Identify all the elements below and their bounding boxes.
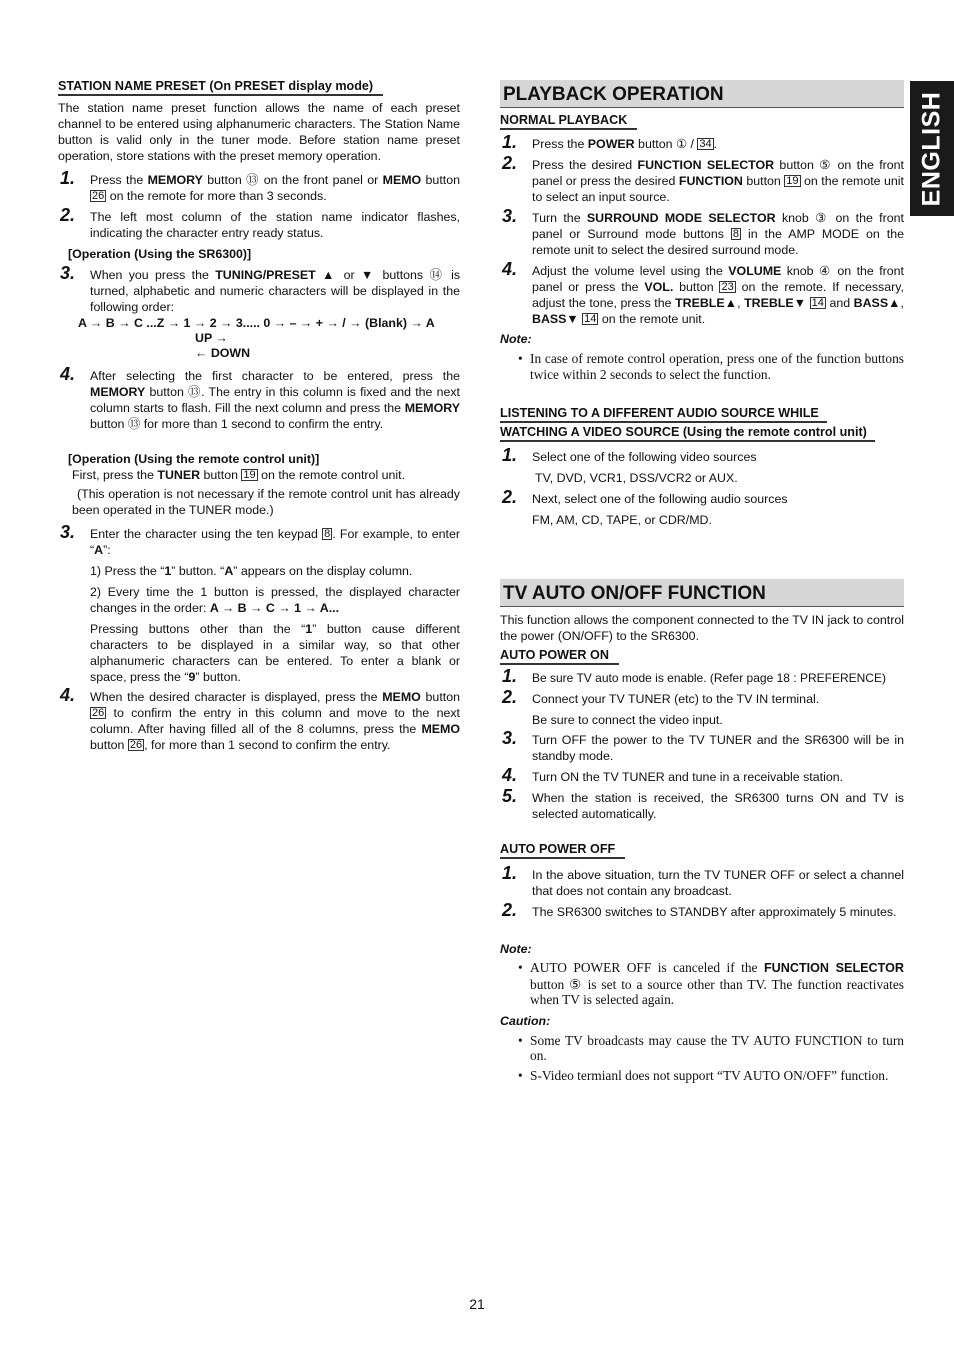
operation-remote-text: First, press the TUNER button 19 on the remote control unit. — [72, 468, 406, 482]
playback-step-4: 4. Adjust the volume level using the VOLUME knob ④ on the front panel or press the VOL. button 23 on the remote. If necessary, adjust the tone, press the TREBLE▲, TREBLE▼ 14 and BASS▲, BASS▼ 14 on the remote unit. — [502, 259, 904, 326]
step-number: 4. — [60, 685, 76, 705]
station-name-heading: STATION NAME PRESET (On PRESET display mode) — [58, 78, 460, 96]
sequence-down: ← DOWN — [195, 346, 251, 360]
step-number: 1. — [502, 863, 518, 883]
remote-button-ref: 23 — [721, 281, 734, 293]
tv-auto-title: TV AUTO ON/OFF FUNCTION — [500, 579, 904, 607]
auto-on-step-4: 4. Turn ON the TV TUNER and tune in a receivable station. — [502, 765, 844, 785]
step-number: 4. — [502, 765, 518, 785]
remote-button-ref: 26 — [92, 190, 105, 202]
remote-button-ref: 14 — [811, 297, 824, 309]
auto-off-step-1: 1. In the above situation, turn the TV TUNER OFF or select a channel that does not contain any broadcast. — [502, 863, 904, 898]
step-4-remote: 4. When the desired character is displayed, press the MEMO button 26 to confirm the entry in this column and move to the next column. After having filled all of the 8 columns, press the MEMO button 26 , for more than 1 second to confirm the entry. — [60, 685, 460, 752]
remote-button-ref: 8 — [732, 228, 740, 240]
normal-playback-heading: NORMAL PLAYBACK — [500, 112, 904, 130]
operation-remote-heading: [Operation (Using the remote control unit)] — [68, 452, 320, 466]
remote-button-ref: 26 — [92, 707, 105, 719]
listening-heading: LISTENING TO A DIFFERENT AUDIO SOURCE WHILE WATCHING A VIDEO SOURCE (Using the remote control unit) — [500, 405, 904, 442]
auto-power-on-heading: AUTO POWER ON — [500, 647, 904, 665]
substep-1: 1) Press the “1” button. “A” appears on the display column. — [90, 564, 413, 578]
caution-label: Caution: — [500, 1013, 551, 1028]
operation-remote-note: (This operation is not necessary if the remote control unit has already been operated in the TUNER mode.) — [72, 487, 460, 517]
substep-2: 2) Every time the 1 button is pressed, the displayed character changes in the order: A → B → C → 1 → A... — [90, 585, 460, 615]
auto-on-step-3: 3. Turn OFF the power to the TV TUNER and the SR6300 will be in standby mode. — [502, 728, 904, 763]
note-item: • In case of remote control operation, press one of the function buttons twice within 2 seconds to select the function. — [518, 351, 904, 382]
step-number: 4. — [502, 259, 518, 279]
playback-step-3: 3. Turn the SURROUND MODE SELECTOR knob ③ on the front panel or Surround mode buttons 8 in the AMP MODE on the remote unit to select the desired surround mode. — [502, 206, 904, 257]
remote-button-ref: 14 — [584, 313, 597, 325]
auto-on-step-2: 2. Connect your TV TUNER (etc) to the TV IN terminal. Be sure to connect the video input. — [500, 691, 904, 728]
step-number: 1. — [502, 132, 518, 152]
caution-item-1: • Some TV broadcasts may cause the TV AUTO FUNCTION to turn on. — [518, 1032, 904, 1063]
language-tab-label: ENGLISH — [917, 91, 946, 206]
listen-step-2: 2. Next, select one of the following audio sources FM, AM, CD, TAPE, or CDR/MD. — [500, 491, 904, 528]
tv-auto-intro: This function allows the component connected to the TV IN jack to control the power (ON/OFF) to the SR6300. — [500, 613, 904, 643]
step-number: 2. — [60, 205, 76, 225]
step-4: 4. After selecting the first character to be entered, press the MEMORY button ⑬. The entry in this column is fixed and the next column starts to flash. Fill the next column and press the MEMORY button ⑬ for more than 1 second to confirm the entry. — [60, 364, 460, 431]
auto-on-step-5: 5. When the station is received, the SR6300 turns ON and TV is selected automatically. — [502, 786, 904, 821]
auto-on-step-2-sub: Be sure to connect the video input. — [532, 713, 723, 727]
right-column — [500, 80, 904, 1083]
step-number: 1. — [502, 445, 518, 465]
step-number: 2. — [502, 487, 518, 507]
step-number: 2. — [502, 900, 518, 920]
substep-3: Pressing buttons other than the “1” button cause different characters to be displayed in a similar way, so that other alphanumeric characters can be entered. To enter a blank or space, press the “9” button. — [90, 622, 461, 684]
step-number: 1. — [502, 666, 518, 686]
character-sequence — [58, 316, 460, 361]
caution-item-2: • S-Video termianl does not support “TV AUTO ON/OFF” function. — [518, 1067, 889, 1083]
operation-sr6300-heading: [Operation (Using the SR6300)] — [68, 247, 252, 261]
listen-step-1: 1. Select one of the following video sources TV, DVD, VCR1, DSS/VCR2 or AUX. — [500, 449, 904, 486]
remote-button-ref: 34 — [699, 138, 712, 150]
remote-button-ref: 26 — [129, 739, 143, 751]
step-number: 3. — [502, 206, 518, 226]
language-tab — [910, 81, 954, 216]
step-3-remote: 3. Enter the character using the ten keypad 8 . For example, to enter “A”: — [60, 522, 460, 557]
playback-step-1: 1. Press the POWER button ① / 34 . — [502, 132, 718, 152]
step-number: 4. — [60, 364, 76, 384]
remote-button-ref: 19 — [786, 175, 799, 187]
step-number: 3. — [60, 522, 76, 542]
remote-button-ref: 19 — [243, 469, 256, 481]
playback-step-2: 2. Press the desired FUNCTION SELECTOR button ⑤ on the front panel or press the desired FUNCTION button 19 on the remote unit to select an input source. — [502, 153, 904, 204]
sequence-up: UP → — [195, 331, 228, 345]
auto-on-step-1: 1. Be sure TV auto mode is enable. (Refer page 18 : PREFERENCE) — [502, 666, 886, 686]
step-number: 5. — [502, 786, 518, 806]
playback-operation-title: PLAYBACK OPERATION — [500, 80, 904, 108]
station-name-intro: The station name preset function allows the name of each preset channel to be entered using alphanumeric characters. The Station Name button is valid only in the tuner mode. Before station name preset operation, store stations with the preset memory operation. — [58, 101, 460, 163]
step-number: 3. — [60, 263, 76, 283]
step-2: 2. The left most column of the station name indicator flashes, indicating the character entry ready status. — [60, 205, 460, 240]
note2-item: • AUTO POWER OFF is canceled if the FUNCTION SELECTOR button ⑤ is set to a source other than TV. The function reactivates when TV is selected again. — [518, 960, 904, 1007]
note-label: Note: — [500, 332, 532, 346]
audio-sources: FM, AM, CD, TAPE, or CDR/MD. — [532, 513, 712, 527]
left-column — [58, 78, 460, 753]
auto-power-off-heading: AUTO POWER OFF — [500, 841, 904, 859]
step-number: 2. — [502, 153, 518, 173]
page-number: 21 — [469, 1296, 485, 1312]
step-1: 1. Press the MEMORY button ⑬ on the front panel or MEMO button 26 on the remote for more than 3 seconds. — [60, 168, 460, 203]
sequence-line: A → B → C ...Z → 1 → 2 → 3..... 0 → – → + → / → (Blank) → A — [78, 316, 435, 330]
auto-off-step-2: 2. The SR6300 switches to STANDBY after approximately 5 minutes. — [502, 900, 897, 920]
video-sources: TV, DVD, VCR1, DSS/VCR2 or AUX. — [535, 471, 738, 485]
step-number: 1. — [60, 168, 76, 188]
step-3: 3. When you press the TUNING/PRESET ▲ or ▼ buttons ⑭ is turned, alphabetic and numeric characters will be displayed in the following order: — [60, 263, 461, 314]
remote-button-ref: 8 — [324, 528, 331, 540]
step-number: 2. — [502, 687, 518, 707]
note2-label: Note: — [500, 942, 532, 956]
step-number: 3. — [502, 728, 518, 748]
